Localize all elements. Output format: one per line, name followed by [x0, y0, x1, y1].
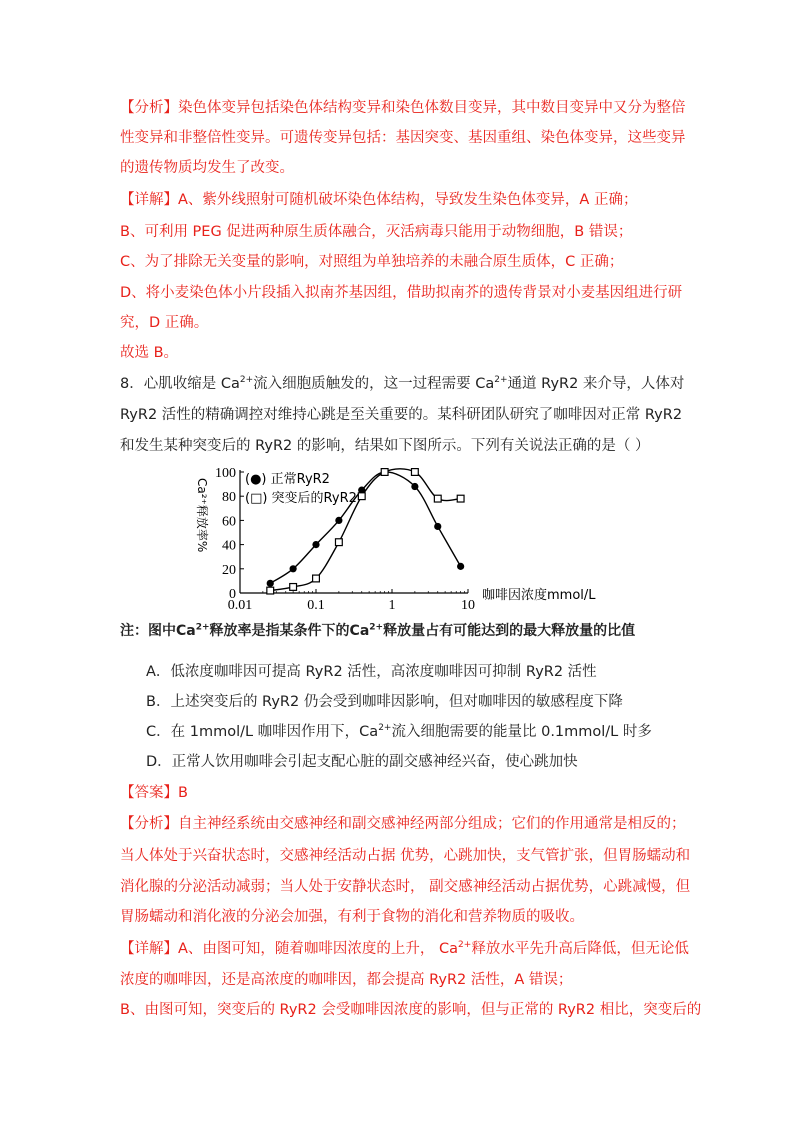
- q8-text-c: 通道 RyR2 来介导，人体对: [507, 376, 685, 392]
- detail1-line4: D、将小麦染色体小片段插入拟南芥基因组，借助拟南芥的遗传背景对小麦基因组进行研: [120, 285, 683, 301]
- data-point-normal: [312, 541, 319, 548]
- option-c-b: 流入细胞需要的能量比 0.1mmol/L 时多: [391, 724, 652, 740]
- data-point-mutant: [267, 587, 274, 594]
- q8-sup2: 2+: [494, 375, 508, 386]
- note-c: 释放量占有可能达到的最大释放量的比值: [383, 623, 636, 639]
- chart-legend: [245, 471, 357, 506]
- data-point-mutant: [290, 584, 297, 591]
- detail2-b: 释放水平先升高后降低，但无论低: [471, 941, 689, 957]
- q8-sup1: 2+: [239, 375, 254, 386]
- x-tick-label: 0.01: [227, 598, 253, 613]
- y-tick-label: 0: [229, 587, 236, 602]
- analysis2-line2: 当人体处于兴奋状态时，交感神经活动占据 优势，心跳加快，支气管扩张，但胃肠蠕动和: [120, 848, 691, 864]
- data-point-mutant: [313, 575, 320, 582]
- analysis1-line1: 【分析】染色体变异包括染色体结构变异和染色体数目变异，其中数目变异中又分为整倍: [120, 100, 686, 116]
- y-axis-title: Ca²⁺释放率%: [195, 478, 209, 553]
- detail1-line5: 究，D 正确。: [120, 315, 209, 331]
- data-point-normal: [290, 565, 297, 572]
- detail2-line1: [120, 939, 689, 959]
- option-c: [146, 722, 652, 742]
- analysis1-line2: 性变异和非整倍性变异。可遗传变异包括：基因突变、基因重组、染色体变异，这些变异: [120, 130, 686, 146]
- y-tick-label: 40: [222, 538, 236, 554]
- detail2-line3: B、由图可知，突变后的 RyR2 会受咖啡因浓度的影响，但与正常的 RyR2 相比，突变后的: [120, 1002, 702, 1018]
- option-c-a: C．在 1mmol/L 咖啡因作用下，Ca: [146, 724, 379, 740]
- x-tick-label: 0.1: [307, 598, 325, 613]
- q8-text-a: 8．心肌收缩是 Ca: [120, 376, 240, 392]
- data-point-mutant: [434, 495, 441, 502]
- q8-text-b: 流入细胞质触发的，这一过程需要 Ca: [253, 376, 495, 392]
- data-point-normal: [411, 483, 418, 490]
- data-point-mutant: [381, 469, 388, 476]
- detail2-line2: 浓度的咖啡因，还是高浓度的咖啡因，都会提高 RyR2 活性，A 错误；: [120, 972, 573, 988]
- y-tick-label: 60: [222, 514, 236, 530]
- y-tick-label: 80: [222, 490, 236, 506]
- chart-marks: [267, 468, 465, 594]
- data-point-normal: [457, 563, 464, 570]
- detail1-line2: B、可利用 PEG 促进两种原生质体融合，灭活病毒只能用于动物细胞，B 错误；: [120, 224, 633, 240]
- chart-curves: [270, 469, 460, 591]
- note-sup2: 2+: [369, 622, 384, 633]
- chart-svg: [195, 462, 620, 613]
- data-point-normal: [434, 523, 441, 530]
- x-tick-label: 10: [461, 598, 475, 613]
- note-a: 注：图中Ca: [120, 623, 196, 639]
- data-point-normal: [335, 517, 342, 524]
- chart-figure: [195, 462, 620, 616]
- data-point-normal: [267, 580, 274, 587]
- figure-note: [120, 620, 635, 640]
- note-b: 释放率是指某条件下的Ca: [209, 623, 370, 639]
- x-tick-label: 1: [388, 598, 396, 613]
- data-point-mutant: [335, 539, 342, 546]
- data-point-mutant: [411, 469, 418, 476]
- option-b: B．上述突变后的 RyR2 仍会受到咖啡因影响，但对咖啡因的敏感程度下降: [146, 694, 623, 710]
- detail2-sup: 2+: [458, 940, 472, 951]
- analysis2-line4: 胃肠蠕动和消化液的分泌会加强，有利于食物的消化和营养物质的吸收。: [120, 909, 584, 925]
- x-axis-title: 咖啡因浓度mmol/L: [482, 588, 596, 603]
- detail1-line1: 【详解】A、紫外线照射可随机破坏染色体结构，导致发生染色体变异，A 正确；: [120, 192, 638, 208]
- analysis2-line3: 消化腺的分泌活动减弱；当人处于安静状态时， 副交感神经活动占据优势，心跳减慢，但: [120, 879, 691, 895]
- y-tick-label: 20: [222, 562, 236, 578]
- detail2-a: 【详解】A、由图可知，随着咖啡因浓度的上升， Ca: [120, 941, 459, 957]
- choice1: 故选 B。: [120, 345, 179, 361]
- detail1-line3: C、为了排除无关变量的影响，对照组为单独培养的未融合原生质体，C 正确；: [120, 254, 624, 270]
- chart-axes: [195, 466, 596, 613]
- answer: 【答案】B: [120, 785, 188, 801]
- note-sup1: 2+: [195, 622, 210, 633]
- question8-line3: 和发生某种突变后的 RyR2 的影响，结果如下图所示。下列有关说法正确的是（ ）: [120, 438, 650, 454]
- option-d: D．正常人饮用咖啡会引起支配心脏的副交感神经兴奋，使心跳加快: [146, 754, 578, 770]
- option-a: A．低浓度咖啡因可提高 RyR2 活性，高浓度咖啡因可抑制 RyR2 活性: [146, 664, 597, 680]
- data-point-mutant: [358, 493, 365, 500]
- question8-line1: [120, 374, 684, 394]
- option-c-sup: 2+: [378, 723, 392, 734]
- data-point-mutant: [457, 495, 464, 502]
- legend-entry-1: (□) 突变后的RyR2: [245, 491, 357, 506]
- legend-entry-0: (●) 正常RyR2: [245, 472, 330, 487]
- question8-line2: RyR2 活性的精确调控对维持心跳是至关重要的。某科研团队研究了咖啡因对正常 RyR2: [120, 407, 683, 423]
- series-curve-0: [270, 472, 460, 583]
- analysis2-line1: 【分析】自主神经系统由交感神经和副交感神经两部分组成；它们的作用通常是相反的；: [120, 816, 686, 832]
- y-tick-label: 100: [215, 466, 236, 481]
- analysis1-line3: 的遗传物质均发生了改变。: [120, 160, 294, 176]
